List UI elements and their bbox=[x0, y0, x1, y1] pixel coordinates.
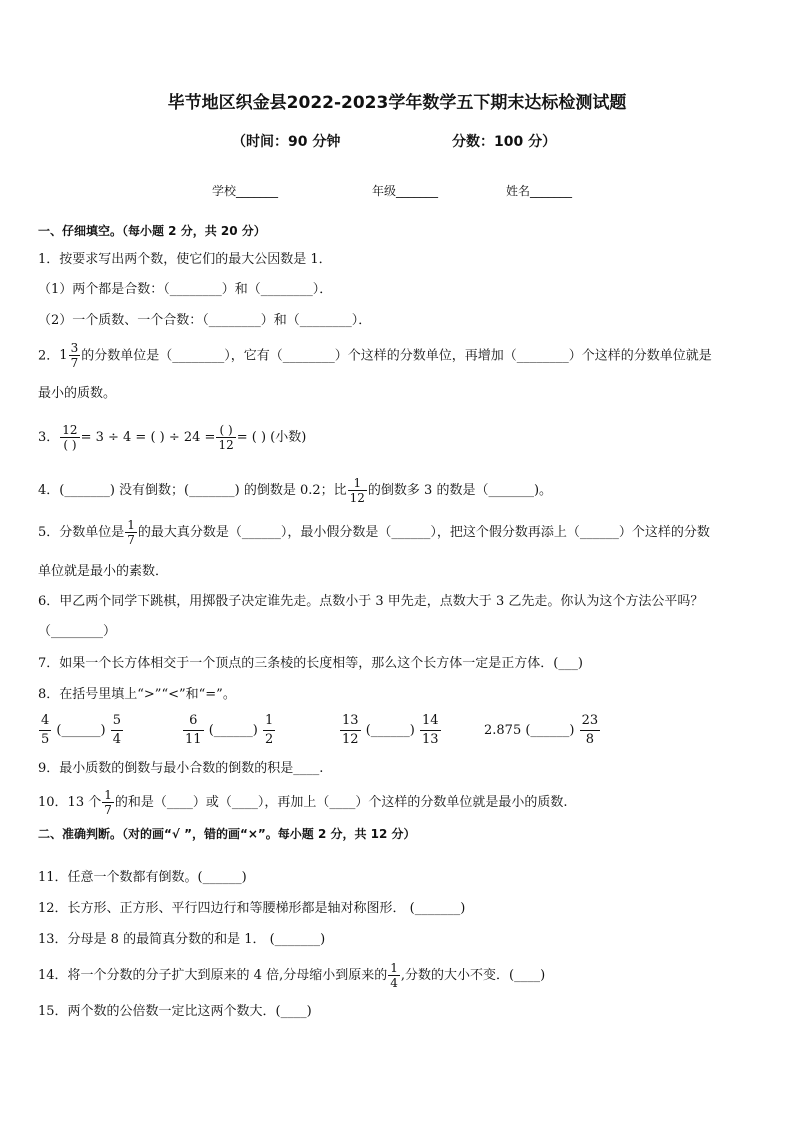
page-title: 毕节地区织金县2022-2023学年数学五下期末达标检测试题 bbox=[167, 93, 627, 113]
q8-item-3 bbox=[339, 712, 442, 749]
q10-text-pre: 10．13 个 bbox=[38, 795, 102, 810]
section-2-heading: 二、准确判断。（对的画“√ ”，错的画“×”。每小题 2 分，共 12 分） bbox=[38, 827, 416, 841]
q8-1-right bbox=[111, 712, 123, 749]
question-12: 12．长方形、正方形、平行四边行和等腰梯形都是轴对称图形． (_______) bbox=[38, 901, 466, 916]
q8-item-2 bbox=[182, 712, 276, 749]
q10-numerator: 1 bbox=[104, 788, 112, 802]
q8-4-blank[interactable]: (______) bbox=[525, 723, 575, 738]
q3-numerator-1: 12 bbox=[62, 423, 78, 437]
q8-3-left bbox=[340, 712, 361, 749]
q3-numerator-2: ( ) bbox=[219, 423, 233, 437]
question-1a: （1）两个都是合数：（________）和（________）． bbox=[38, 282, 333, 297]
question-8: 8．在括号里填上“>”“<”和“=”。 bbox=[38, 687, 236, 702]
q4-fraction bbox=[348, 476, 367, 505]
q14-text-pre: 14．将一个分数的分子扩大到原来的 4 倍,分母缩小到原来的 bbox=[38, 968, 388, 983]
question-2 bbox=[38, 338, 712, 375]
q8-4-right-num: 23 bbox=[581, 713, 599, 728]
q10-denominator: 7 bbox=[104, 803, 112, 817]
question-11: 11．任意一个数都有倒数。(______) bbox=[38, 870, 247, 885]
q3-fraction-1 bbox=[60, 423, 79, 452]
q2-whole: 1 bbox=[59, 348, 68, 363]
question-6: 6．甲乙两个同学下跳棋，用掷骰子决定谁先走。点数小于 3 甲先走，点数大于 3 乙先走。你认为这个方法公平吗？ bbox=[38, 594, 704, 609]
q3-fraction-2 bbox=[216, 423, 235, 452]
q8-3-right-num: 14 bbox=[421, 713, 439, 728]
q8-1-right-den: 4 bbox=[112, 732, 121, 747]
grade-field[interactable]: 年级_______ bbox=[372, 184, 439, 198]
q3-denominator-2: 12 bbox=[218, 438, 234, 452]
q2-text: 的分数单位是（________），它有（________）个这样的分数单位，再增加（________）个这样的分数单位就是 bbox=[81, 348, 712, 364]
q8-4-left-value: 2.875 bbox=[484, 723, 522, 738]
q8-2-left-num: 6 bbox=[189, 713, 198, 728]
q4-text-a: 4．(_______) 没有倒数；(_______) 的倒数是 0.2；比 bbox=[38, 483, 347, 498]
question-10 bbox=[38, 786, 568, 820]
q8-2-right bbox=[263, 712, 275, 749]
question-15: 15．两个数的公倍数一定比这两个数大．(____) bbox=[38, 1004, 312, 1019]
q14-fraction bbox=[388, 961, 400, 990]
q3-end: = ( ) (小数) bbox=[236, 430, 307, 445]
q2-numerator: 3 bbox=[70, 341, 79, 355]
q4-numerator: 1 bbox=[353, 476, 362, 490]
question-5 bbox=[38, 515, 710, 551]
q8-2-left-den: 11 bbox=[185, 732, 202, 747]
q3-denominator-1: ( ) bbox=[60, 437, 79, 452]
q8-3-left-den: 12 bbox=[342, 732, 359, 747]
question-14 bbox=[38, 958, 545, 994]
q4-denominator: 12 bbox=[349, 491, 365, 505]
q10-text: 的和是（____）或（____），再加上（____）个这样的分数单位就是最小的质数. bbox=[114, 795, 568, 810]
question-1b: （2）一个质数、一个合数：（________）和（________）． bbox=[38, 313, 372, 328]
q3-middle: = 3 ÷ 4 = ( ) ÷ 24 = bbox=[80, 430, 216, 445]
q8-3-left-num: 13 bbox=[342, 713, 359, 728]
q8-3-right bbox=[420, 712, 441, 749]
question-9: 9．最小质数的倒数与最小合数的倒数的积是____. bbox=[38, 761, 324, 776]
q4-text-b: 的倒数多 3 的数是（_______)。 bbox=[367, 483, 553, 498]
q8-1-left-den: 5 bbox=[41, 732, 50, 747]
q14-numerator: 1 bbox=[390, 961, 398, 975]
section-1-heading: 一、仔细填空。（每小题 2 分，共 20 分） bbox=[38, 224, 266, 238]
exam-score: 分数：100 分） bbox=[452, 134, 557, 150]
q8-2-blank[interactable]: (______) bbox=[208, 723, 258, 738]
q5-text-pre: 5．分数单位是 bbox=[38, 525, 125, 540]
q3-number: 3． bbox=[38, 430, 60, 445]
q8-3-blank[interactable]: (______) bbox=[365, 723, 415, 738]
q2-mixed-number bbox=[59, 338, 81, 374]
question-5-cont: 单位就是最小的素数． bbox=[38, 564, 169, 579]
q10-fraction bbox=[102, 788, 114, 817]
question-2-cont: 最小的质数。 bbox=[38, 386, 117, 401]
school-field[interactable]: 学校_______ bbox=[212, 184, 279, 198]
q8-2-left bbox=[183, 712, 204, 749]
q14-denominator: 4 bbox=[390, 976, 398, 990]
q8-2-right-num: 1 bbox=[264, 713, 274, 728]
q5-text: 的最大真分数是（______），最小假分数是（______），把这个假分数再添上（______）个这样的分数 bbox=[137, 525, 710, 540]
q8-1-left-num: 4 bbox=[41, 713, 50, 728]
exam-time: （时间：90 分钟 bbox=[232, 134, 341, 150]
q2-fraction bbox=[69, 341, 81, 370]
q8-item-4 bbox=[484, 712, 601, 749]
question-13: 13．分母是 8 的最简真分数的和是 1． (_______) bbox=[38, 932, 326, 947]
q8-4-right bbox=[580, 712, 601, 749]
q2-denominator: 7 bbox=[70, 356, 79, 370]
q8-item-1 bbox=[38, 712, 124, 749]
question-3 bbox=[38, 418, 306, 458]
q8-2-right-den: 2 bbox=[264, 732, 274, 747]
q8-1-right-num: 5 bbox=[112, 713, 121, 728]
q8-1-left bbox=[39, 712, 51, 749]
q8-1-blank[interactable]: (______) bbox=[56, 723, 106, 738]
q8-4-right-den: 8 bbox=[580, 730, 601, 749]
question-7: 7．如果一个长方体相交于一个顶点的三条棱的长度相等，那么这个长方体一定是正方体．(___) bbox=[38, 656, 583, 671]
q8-3-right-den: 13 bbox=[421, 732, 439, 747]
q5-denominator: 7 bbox=[127, 533, 135, 547]
question-4 bbox=[38, 473, 552, 509]
q14-text: ,分数的大小不变．(____) bbox=[400, 968, 546, 983]
q2-number: 2． bbox=[38, 348, 60, 364]
name-field[interactable]: 姓名_______ bbox=[506, 184, 573, 198]
q5-numerator: 1 bbox=[127, 518, 135, 532]
question-1: 1．按要求写出两个数，使它们的最大公因数是 1． bbox=[38, 252, 332, 267]
question-6-cont: （________） bbox=[38, 624, 117, 639]
q5-fraction bbox=[125, 518, 137, 547]
